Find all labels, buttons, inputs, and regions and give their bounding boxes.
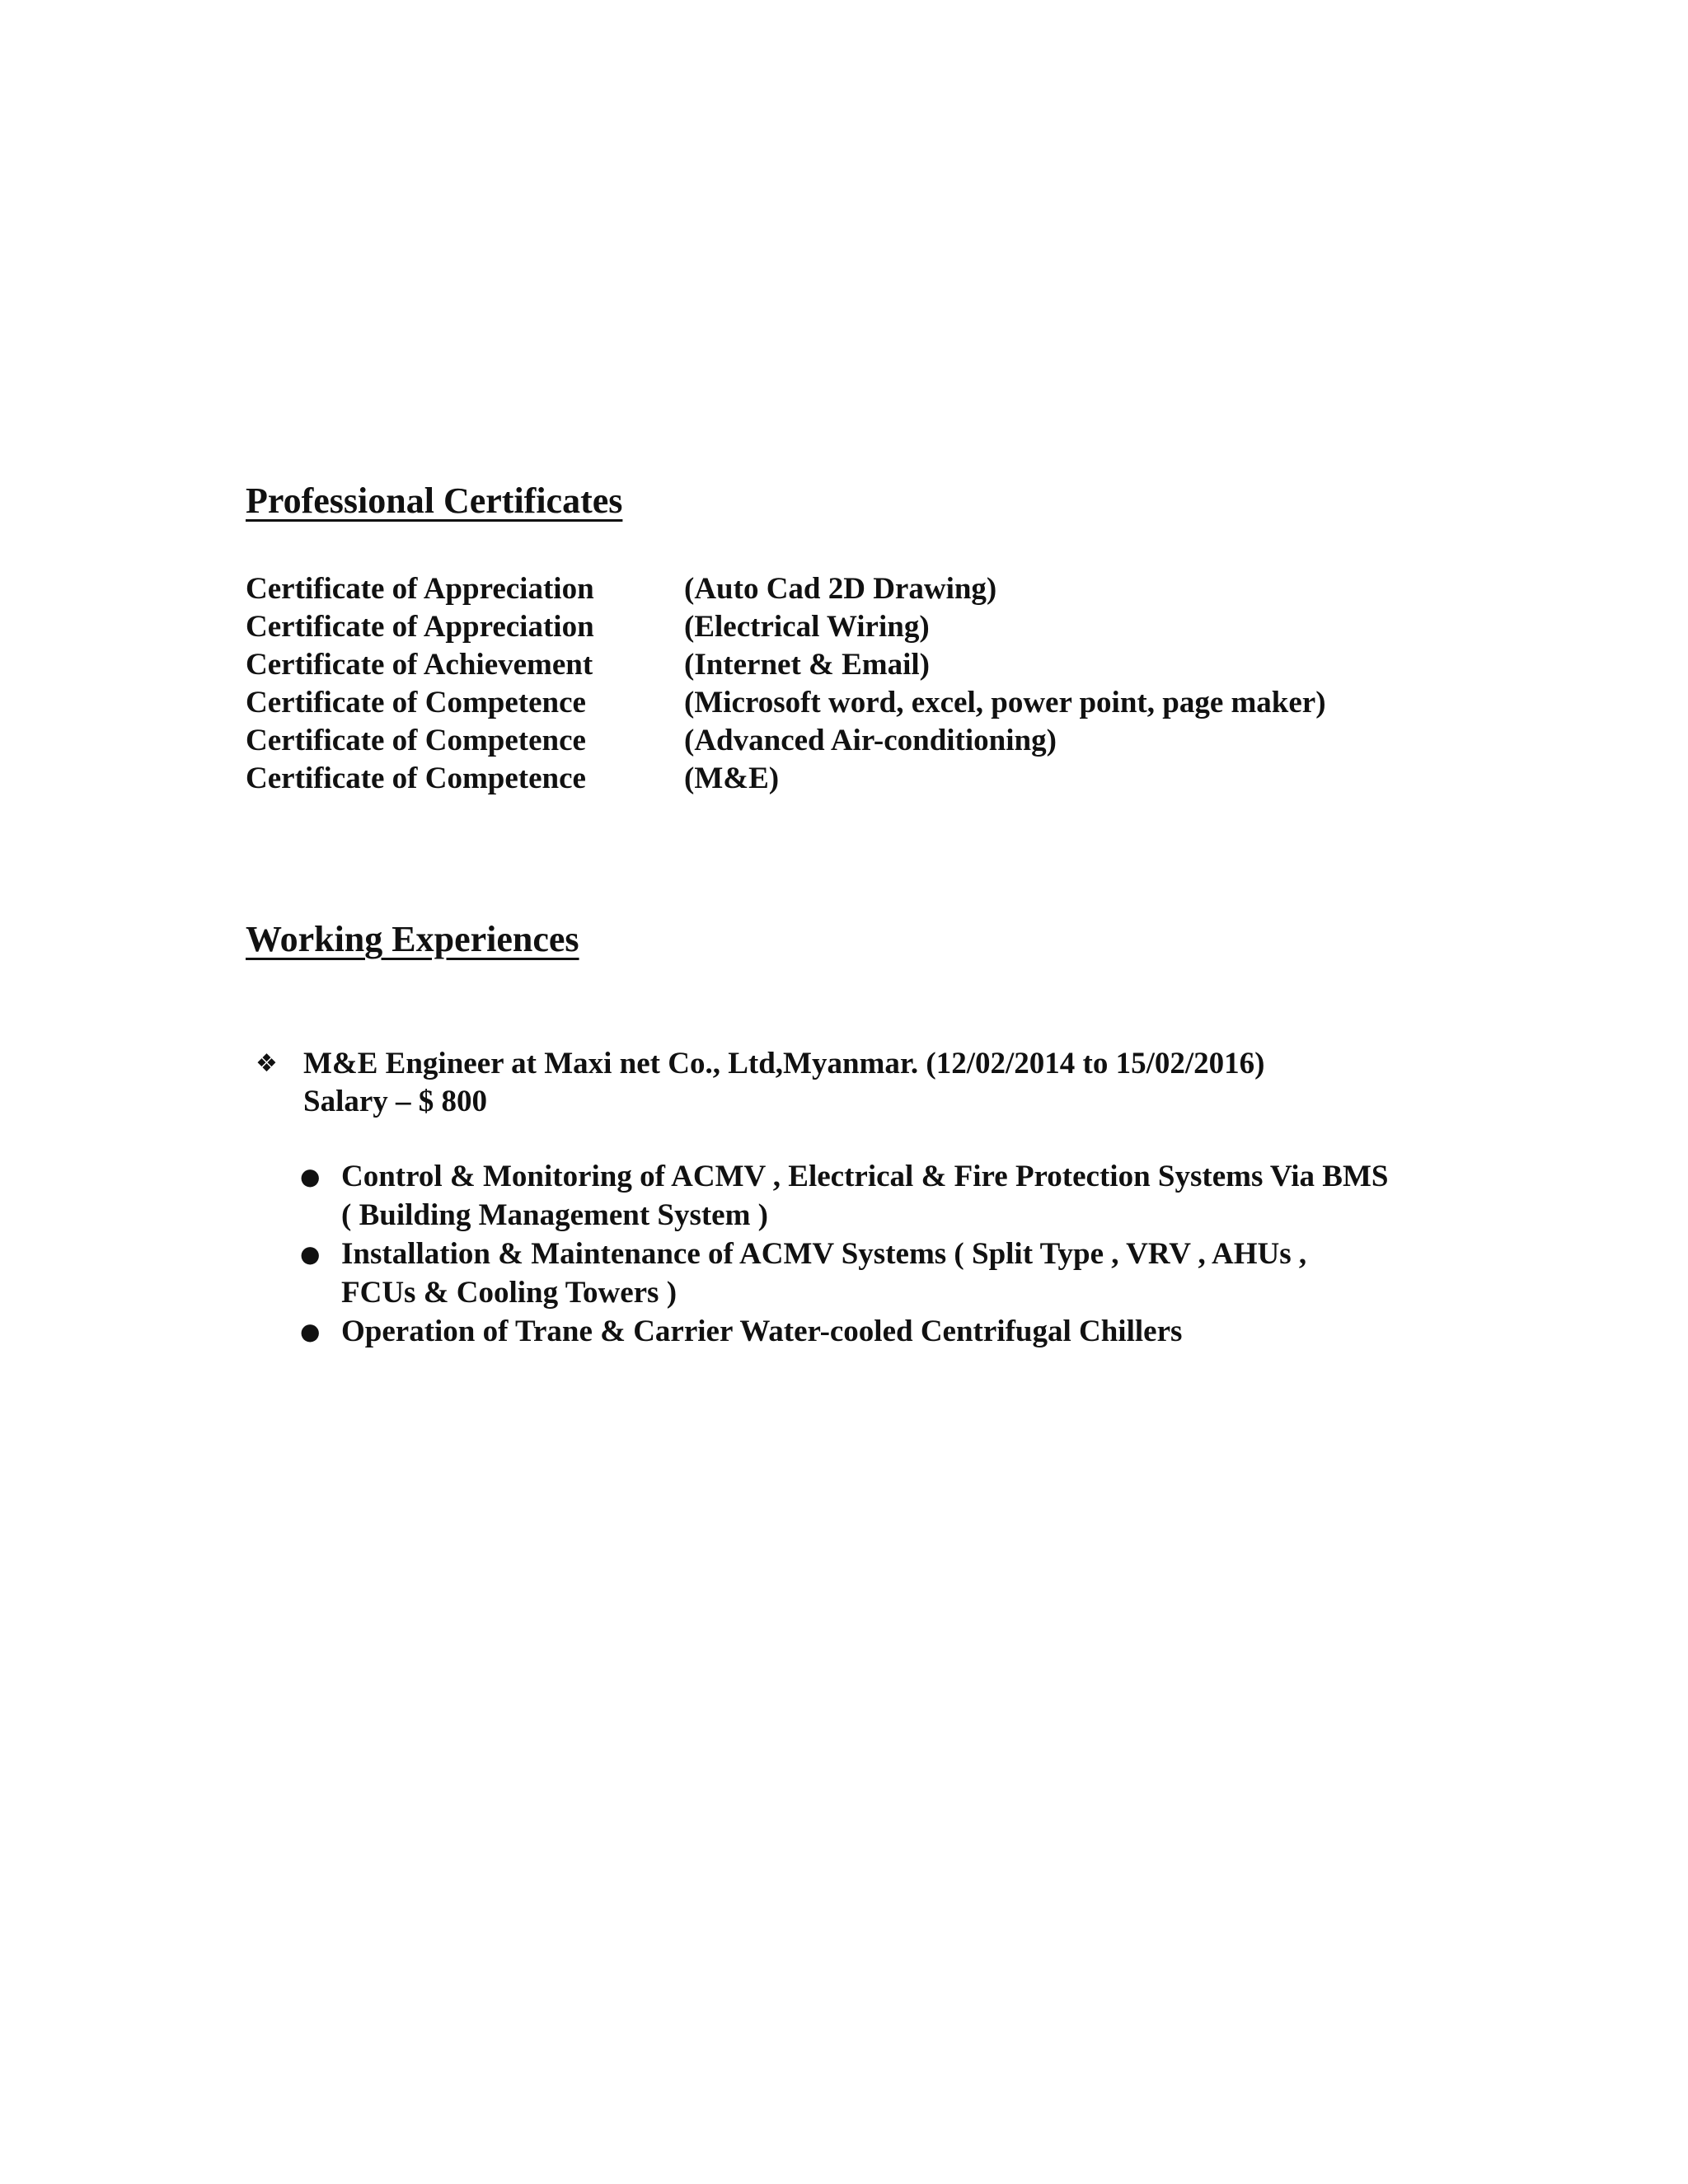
duty-item: [300, 1312, 1495, 1351]
duty-item: [300, 1157, 1495, 1235]
certificate-name: Certificate of Appreciation: [246, 610, 594, 644]
certificate-detail: (Electrical Wiring): [684, 610, 930, 644]
certificate-detail: (Microsoft word, excel, power point, page maker): [684, 686, 1326, 719]
certificate-row: [246, 570, 1482, 608]
certificate-name: Certificate of Appreciation: [246, 572, 594, 606]
certificate-row: [246, 722, 1482, 760]
certificate-row: [246, 760, 1482, 798]
bullet-dot-icon: ●: [300, 1163, 321, 1190]
certificate-detail: (Internet & Email): [684, 648, 930, 682]
certificate-detail: (Advanced Air-conditioning): [684, 724, 1057, 757]
duty-item: [300, 1235, 1495, 1312]
job-title: M&E Engineer at Maxi net Co., Ltd,Myanmar. (12/02/2014 to 15/02/2016): [303, 1047, 1265, 1080]
duty-text: FCUs & Cooling Towers ): [341, 1276, 678, 1310]
certificate-row: [246, 646, 1482, 684]
certificate-row: [246, 608, 1482, 646]
professional-certificates-heading: Professional Certificates: [246, 480, 623, 521]
certificate-detail: (M&E): [684, 762, 780, 795]
certificates-list: [246, 570, 1482, 798]
certificate-name: Certificate of Competence: [246, 724, 586, 757]
duty-text: Installation & Maintenance of ACMV Systems ( Split Type , VRV , AHUs ,: [341, 1237, 1307, 1271]
duty-text: Operation of Trane & Carrier Water-cooled Centrifugal Chillers: [341, 1315, 1183, 1348]
bullet-dot-icon: ●: [300, 1240, 321, 1268]
job-duties-list: [300, 1157, 1495, 1351]
duty-text: ( Building Management System ): [341, 1198, 768, 1232]
certificate-detail: (Auto Cad 2D Drawing): [684, 572, 997, 606]
duty-text: Control & Monitoring of ACMV , Electrical & Fire Protection Systems Via BMS: [341, 1160, 1389, 1193]
working-experiences-heading: Working Experiences: [246, 919, 579, 959]
certificate-name: Certificate of Achievement: [246, 648, 593, 682]
job-salary: Salary – $ 800: [303, 1085, 488, 1118]
certificate-name: Certificate of Competence: [246, 762, 586, 795]
bullet-dot-icon: ●: [300, 1318, 321, 1345]
certificate-name: Certificate of Competence: [246, 686, 586, 719]
certificate-row: [246, 684, 1482, 722]
diamond-bullet-icon: ❖: [256, 1049, 278, 1078]
